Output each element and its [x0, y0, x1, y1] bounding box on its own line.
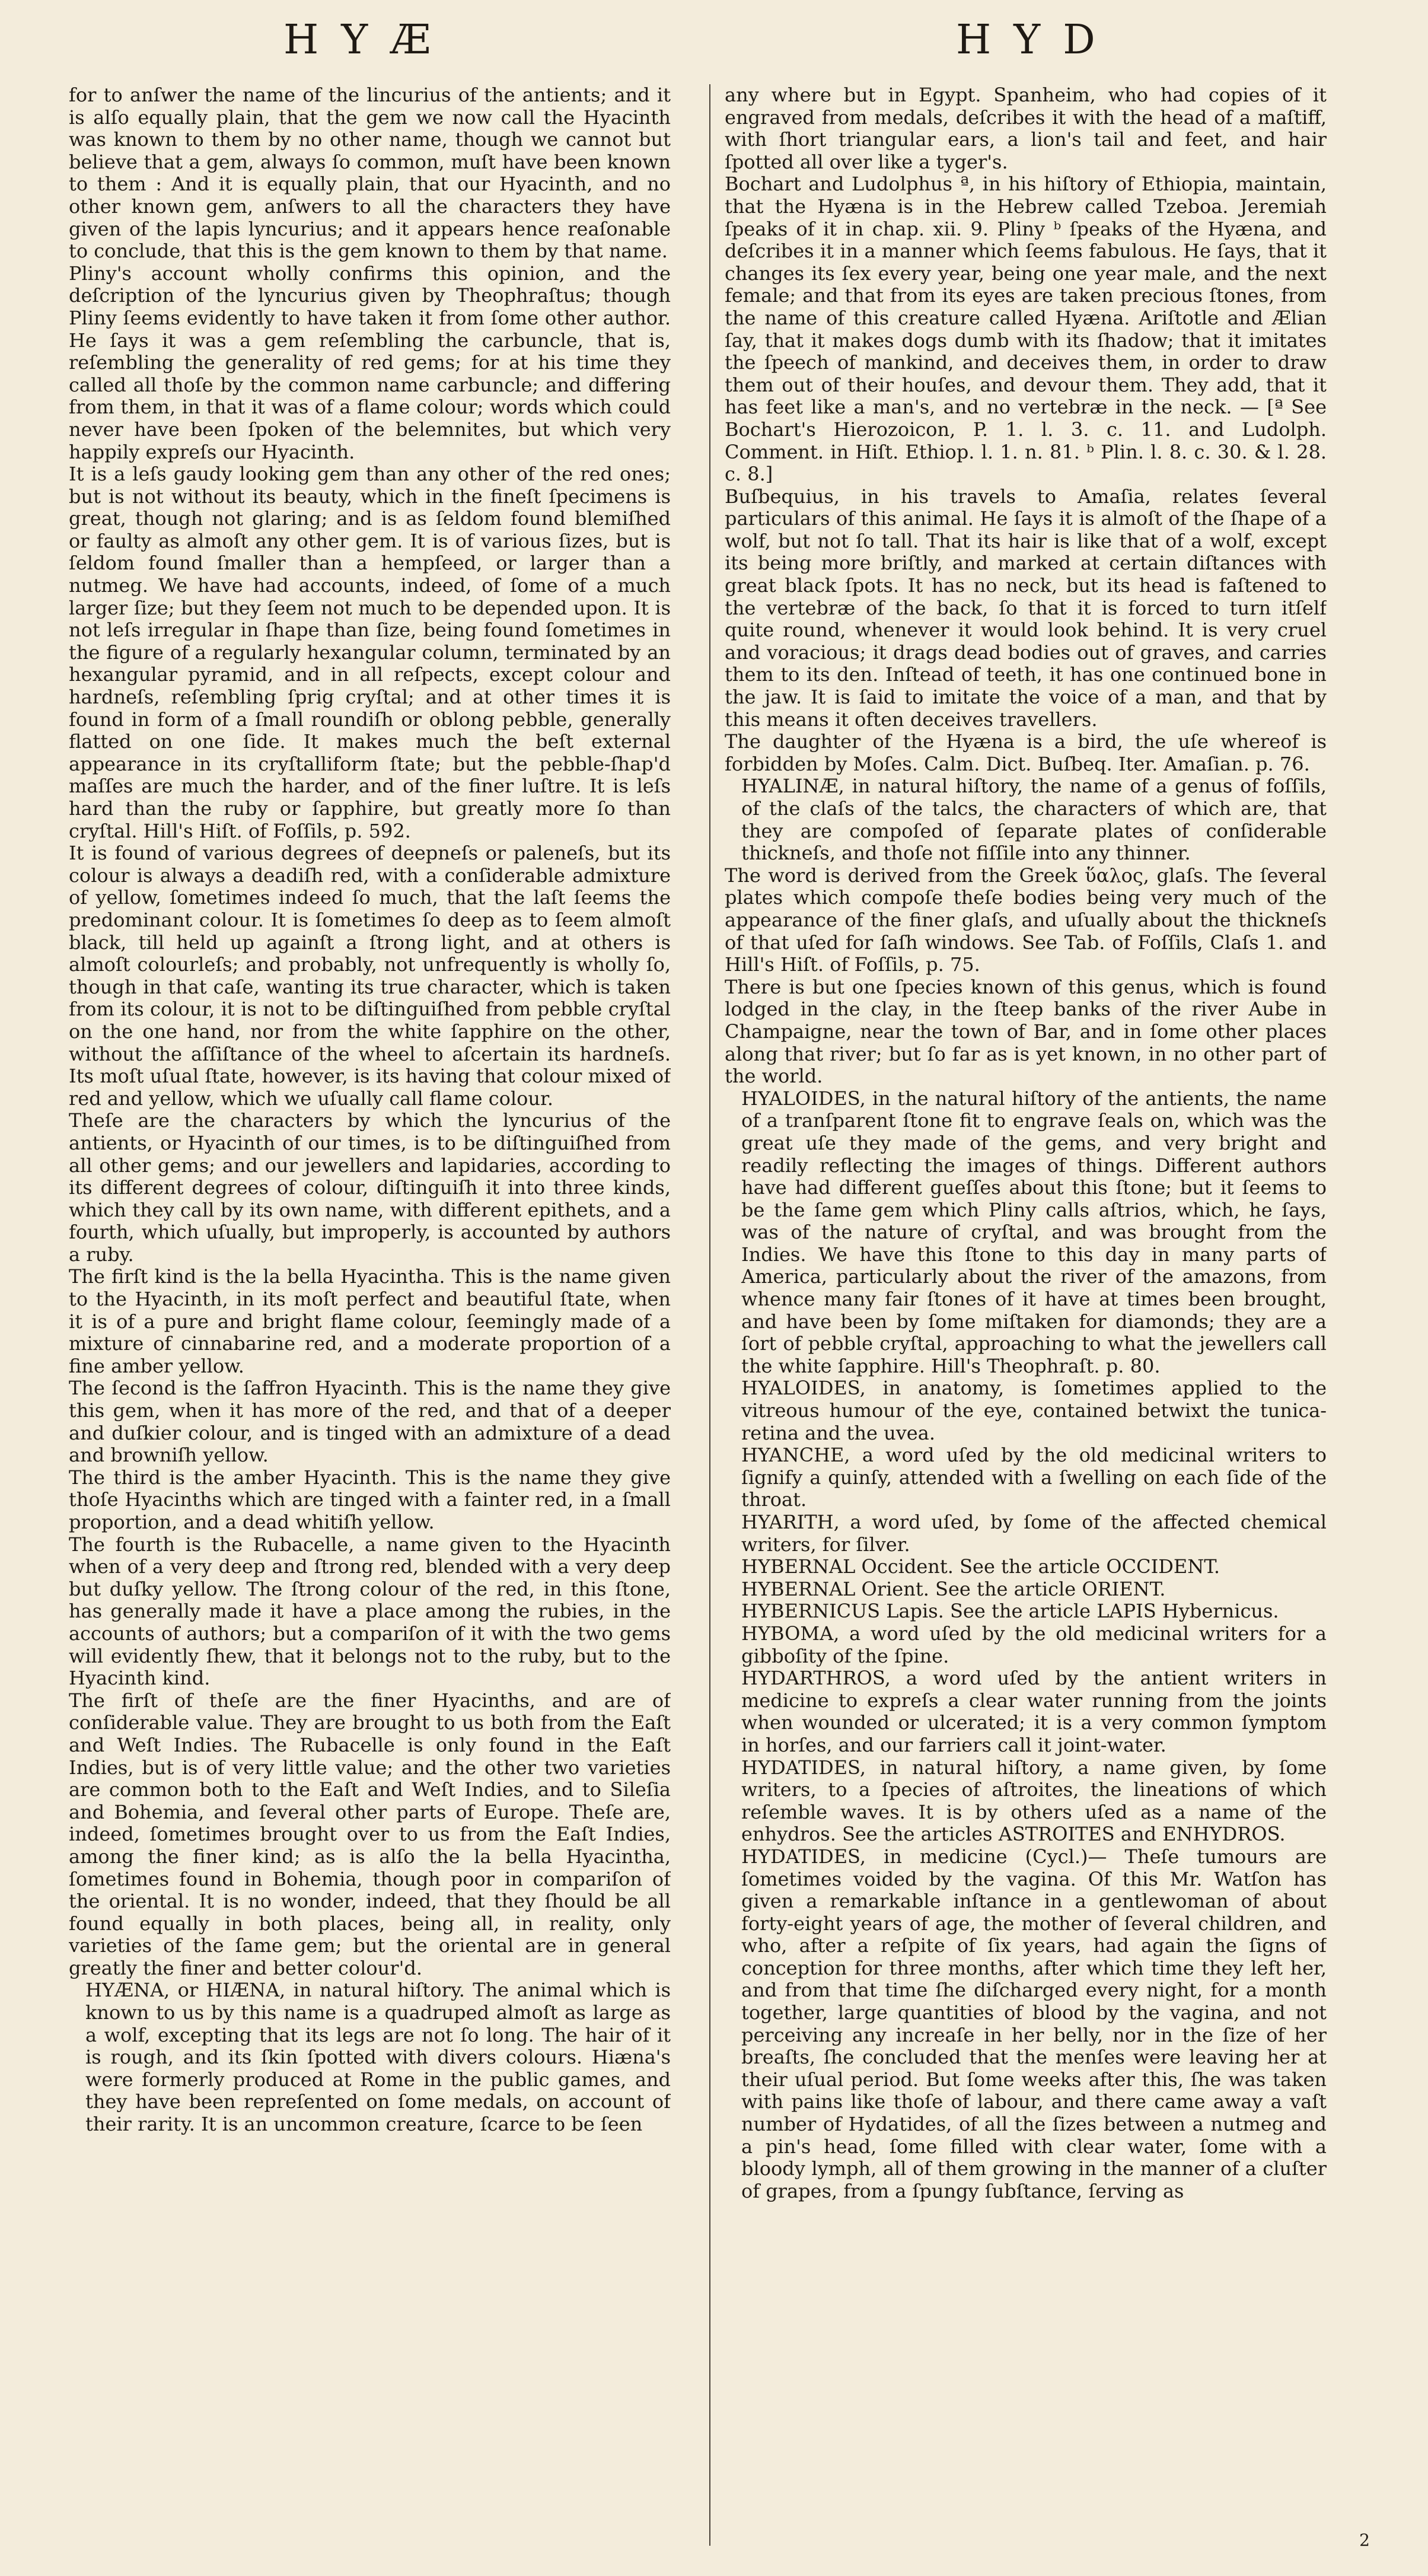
paragraph: Pliny's account wholly confirms this opinion, and the deſcription of the lyncurius given by Theophraſtus; though Pliny ſeems evidently to have taken it from ſome other author. He ſays it was a gem reſembling the carbuncle, that is, reſembling the generality of red gems; for at his time they called all thoſe by the common name carbuncle; and differing from them, in that it was of a flame colour; words which could never have been ſpoken of the belemnites, but which very happily expreſs our Hyacinth.: [69, 262, 671, 463]
entry-hyaloides-anatomy: HYALOIDES, in anatomy, is ſometimes applied to the vitreous humour of the eye, contained betwixt the tunica-retina and the uvea.: [741, 1377, 1327, 1444]
paragraph: The daughter of the Hyæna is a bird, the uſe whereof is forbidden by Moſes. Calm. Dict. Buſbeq. Iter. Amaſian. p. 76.: [725, 730, 1327, 775]
entry-hydarthros: HYDARTHROS, a word uſed by the antient writers in medicine to expreſs a clear water running from the joints when wounded or ulcerated; it is a very common ſymptom in horſes, and our farriers call it joint-water.: [741, 1667, 1327, 1756]
left-column: [69, 84, 671, 2546]
paragraph: There is but one ſpecies known of this genus, which is found lodged in the clay, in the ſteep banks of the river Aube in Champaigne, near the town of Bar, and in ſome other places along that river; but ſo far as is yet known, in no other part of the world.: [725, 975, 1327, 1088]
entry-hybernal-occident: HYBERNAL Occident. See the article OCCIDENT.: [741, 1555, 1220, 1578]
paragraph: any where but in Egypt. Spanheim, who had copies of it engraved from medals, deſcribes it with the head of a maſtiff, with ſhort triangular ears, a lion's tail and feet, and hair ſpotted all over like a tyger's.: [725, 84, 1327, 173]
paragraph: It is a leſs gaudy looking gem than any other of the red ones; but is not without its beauty, which in the fineſt ſpecimens is great, though not glaring; and is as ſeldom found blemiſhed or faulty as almoſt any other gem. It is of various ſizes, but is ſeldom found ſmaller than a hempſeed, or larger than a nutmeg. We have had accounts, indeed, of ſome of a much larger ſize; but they ſeem not much to be depended upon. It is not leſs irregular in ſhape than ſize, being found ſometimes in the figure of a regularly hexangular column, terminated by an hexangular pyramid, and in all reſpects, except colour and hardneſs, reſembling ſprig cryſtal; and at other times it is found in form of a ſmall roundiſh or oblong pebble, generally flatted on one ſide. It makes much the beſt external appearance in its cryſtalliform ſtate; but the pebble-ſhap'd maſſes are much the harder, and of the finer luſtre. It is leſs hard than the ruby or ſapphire, but greatly more ſo than cryſtal. Hill's Hiſt. of Foſſils, p. 592.: [69, 463, 671, 842]
entry-hyboma: HYBOMA, a word uſed by the old medicinal writers for a gibboſity of the ſpine.: [741, 1622, 1327, 1667]
paragraph: Bochart and Ludolphus ª, in his hiſtory of Ethiopia, maintain, that the Hyæna is in the Hebrew called Tzeboa. Jeremiah ſpeaks of it in chap. xii. 9. Pliny ᵇ ſpeaks of the Hyæna, and deſcribes it in a manner which ſeems fabulous. He ſays, that it changes its ſex every year, being one year male, and the next female; and that from its eyes are taken precious ſtones, from the name of this creature called Hyæna. Ariſtotle and Ælian ſay, that it makes dogs dumb with its ſhadow; that it imitates the ſpeech of mankind, and deceives them, in order to draw them out of their houſes, and devour them. They add, that it has feet like a man's, and no vertebræ in the neck. — [ª See Bochart's Hierozoicon, P. 1. l. 3. c. 11. and Ludolph. Comment. in Hiſt. Ethiop. l. 1. n. 81. ᵇ Plin. l. 8. c. 30. & l. 28. c. 8.]: [725, 173, 1327, 486]
entry-hyaloides: HYALOIDES, in the natural hiſtory of the antients, the name of a tranſparent ſtone fit to engrave ſeals on, which was the great uſe they made of the gems, and very bright and readily reflecting the images of things. Different authors have had different gueſſes about this ſtone; but it ſeems to be the ſame gem which Pliny calls aſtrios, which, he ſays, was of the nature of cryſtal, and was brought from the Indies. We have this ſtone to this day in many parts of America, particularly about the river of the amazons, from whence many fair ſtones of it have at times been brought, and have been by ſome miſtaken for diamonds; they are a ſort of pebble cryſtal, approaching to what the jewellers call the white ſapphire. Hill's Theophraſt. p. 80.: [741, 1087, 1327, 1377]
entry-hybernal-orient: HYBERNAL Orient. See the article ORIENT.: [741, 1577, 1166, 1600]
paragraph: Theſe are the characters by which the lyncurius of the antients, or Hyacinth of our times, is to be diſtinguiſhed from all other gems; and our jewellers and lapidaries, according to its different degrees of colour, diſtinguiſh it into three kinds, which they call by its own name, with different epithets, and a fourth, which uſually, but improperly, is accounted by authors a ruby.: [69, 1109, 671, 1266]
paragraph: Buſbequius, in his travels to Amaſia, relates ſeveral particulars of this animal. He ſays it is almoſt of the ſhape of a wolf, but not ſo tall. That its hair is like that of a wolf, except its being more briſtly, and marked at certain diſtances with great black ſpots. It has no neck, but its head is faſtened to the vertebræ of the back, ſo that it is forced to turn itſelf quite round, whenever it would look behind. It is very cruel and voracious; it drags dead bodies out of graves, and carries them to its den. Inſtead of teeth, it has one continued bone in the jaw. It is ſaid to imitate the voice of a man, and that by this means it often deceives travellers.: [725, 485, 1327, 731]
entry-hyaena: HYÆNA, or HIÆNA, in natural hiſtory. The animal which is known to us by this name is a quadruped almoſt as large as a wolf, excepting that its legs are not ſo long. The hair of it is rough, and its ſkin ſpotted with divers colours. Hiæna's were formerly produced at Rome in the public games, and they have been repreſented on ſome medals, on account of their rarity. It is an uncommon creature, ſcarce to be ſeen: [85, 1979, 671, 2136]
right-column: [725, 84, 1327, 2546]
paragraph: The third is the amber Hyacinth. This is the name they give thoſe Hyacinths which are tinged with a fainter red, in a ſmall proportion, and a dead whitiſh yellow.: [69, 1466, 671, 1533]
header-right: HYD: [956, 17, 1118, 63]
entry-hybernicus: HYBERNICUS Lapis. See the article LAPIS Hybernicus.: [741, 1600, 1279, 1623]
paragraph: The word is derived from the Greek ὕαλος, glaſs. The ſeveral plates which compoſe theſe bodies being very much of the appearance of the finer glaſs, and uſually about the thickneſs of that uſed for ſaſh windows. See Tab. of Foſſils, Claſs 1. and Hill's Hiſt. of Foſſils, p. 75.: [725, 864, 1327, 976]
paragraph: The ſecond is the ſaffron Hyacinth. This is the name they give this gem, when it has more of the red, and that of a deeper and duſkier colour, and is tinged with an admixture of a dead and browniſh yellow.: [69, 1377, 671, 1467]
paragraph: The fourth is the Rubacelle, a name given to the Hyacinth when of a very deep and ſtrong red, blended with a very deep but duſky yellow. The ſtrong colour of the red, in this ſtone, has generally made it have a place among the rubies, in the accounts of authors; but a compariſon of it with the two gems will evidently ſhew, that it belongs not to the ruby, but to the Hyacinth kind.: [69, 1533, 671, 1690]
page-signature: 2: [1359, 2530, 1370, 2550]
entry-hydatides: HYDATIDES, in natural hiſtory, a name given, by ſome writers, to a ſpecies of aſtroites, the lineations of which reſemble waves. It is by others uſed as a name of the enhydros. See the articles ASTROITES and ENHYDROS.: [741, 1756, 1327, 1846]
entry-hyarith: HYARITH, a word uſed, by ſome of the affected chemical writers, for ſilver.: [741, 1511, 1327, 1556]
column-divider: [709, 84, 710, 2546]
header-left: HYÆ: [283, 17, 454, 63]
paragraph: for to anſwer the name of the lincurius of the antients; and it is alſo equally plain, that the gem we now call the Hyacinth was known to them by no other name, though we cannot but believe that a gem, always ſo common, muſt have been known to them : And it is equally plain, that our Hyacinth, and no other known gem, anſwers to all the characters they have given of the lapis lyncurius; and it appears hence reaſonable to conclude, that this is the gem known to them by that name.: [69, 84, 671, 263]
paragraph: The firſt kind is the la bella Hyacintha. This is the name given to the Hyacinth, in its moſt perfect and beautiful ſtate, when it is of a pure and bright flame colour, ſeemingly made of a mixture of cinnabarine red, and a moderate proportion of a fine amber yellow.: [69, 1265, 671, 1377]
entry-hyanche: HYANCHE, a word uſed by the old medicinal writers to ſignify a quinſy, attended with a ſwelling on each ſide of the throat.: [741, 1444, 1327, 1511]
entry-hydatides-medicine: HYDATIDES, in medicine (Cycl.)— Theſe tumours are ſometimes voided by the vagina. Of this Mr. Watſon has given a remarkable inſtance in a gentlewoman of about forty-eight years of age, the mother of ſeveral children, and who, after a reſpite of ſix years, had again the ſigns of conception for three months, after which time they left her, and from that time ſhe diſcharged every night, for a month together, large quantities of blood by the vagina, and not perceiving any increaſe in her belly, nor in the ſize of her breaſts, ſhe concluded that the menſes were leaving her at their uſual period. But ſome weeks after this, ſhe was taken with pains like thoſe of labour, and there came away a vaſt number of Hydatides, of all the ſizes between a nutmeg and a pin's head, ſome filled with clear water, ſome with a bloody lymph, all of them growing in the manner of a cluſter of grapes, from a ſpungy ſubſtance, ſerving as: [741, 1845, 1327, 2202]
paragraph: The firſt of theſe are the finer Hyacinths, and are of conſiderable value. They are brought to us both from the Eaſt and Weſt Indies. The Rubacelle is only found in the Eaſt Indies, but is of very little value; and the other two varieties are common both to the Eaſt and Weſt Indies, and to Sileſia and Bohemia, and ſeveral other parts of Europe. Theſe are, indeed, ſometimes brought over to us from the Eaſt Indies, among the finer kind; as is alſo the la bella Hyacintha, ſometimes found in Bohemia, though poor in compariſon of the oriental. It is no wonder, indeed, that they ſhould be all found equally in both places, being all, in reality, only varieties of the ſame gem; but the oriental are in general greatly the finer and better colour'd.: [69, 1689, 671, 1979]
paragraph: It is found of various degrees of deepneſs or paleneſs, but its colour is always a deadiſh red, with a conſiderable admixture of yellow, ſometimes indeed ſo much, that the laſt ſeems the predominant colour. It is ſometimes ſo deep as to ſeem almoſt black, till held up againſt a ſtrong light, and at others is almoſt colourleſs; and probably, not unfrequently is wholly ſo, though in that caſe, wanting its true character, which is taken from its colour, it is not to be diſtinguiſhed from pebble cryſtal on the one hand, nor from the white ſapphire on the other, without the aſſiſtance of the wheel to aſcertain its hardneſs. Its moſt uſual ſtate, however, is its having that colour mixed of red and yellow, which we uſually call flame colour.: [69, 842, 671, 1110]
entry-hyalinae: HYALINÆ, in natural hiſtory, the name of a genus of foſſils, of the claſs of the talcs, the characters of which are, that they are compoſed of ſeparate plates of conſiderable thickneſs, and thoſe not fiſſile into any thinner.: [741, 775, 1327, 865]
running-header: [0, 17, 1428, 70]
